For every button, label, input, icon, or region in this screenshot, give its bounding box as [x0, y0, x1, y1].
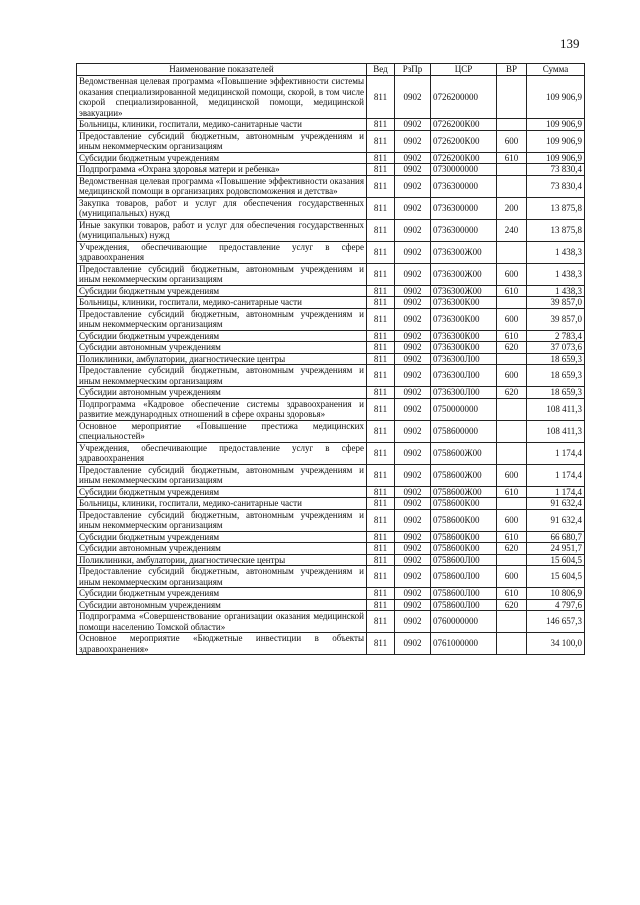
row-ved: 811 [367, 498, 395, 510]
table-row [77, 175, 585, 197]
row-vr: 600 [497, 464, 527, 486]
row-name: Основное мероприятие «Бюджетные инвестиции в объекты здравоохранения» [77, 633, 367, 655]
row-vr: 620 [497, 342, 527, 354]
row-rzpr: 0902 [395, 420, 431, 442]
row-ved: 811 [367, 152, 395, 164]
row-vr [497, 398, 527, 420]
row-rzpr: 0902 [395, 76, 431, 119]
row-name: Субсидии бюджетным учреждениям [77, 531, 367, 543]
row-name: Учреждения, обеспечивающие предоставление услуг в сфере здравоохранения [77, 241, 367, 263]
row-name: Больницы, клиники, госпитали, медико-санитарные части [77, 498, 367, 510]
header-csr: ЦСР [431, 64, 497, 76]
row-csr: 0730000000 [431, 164, 497, 176]
budget-table [76, 63, 585, 655]
row-name: Предоставление субсидий бюджетным, автономным учреждениям и иным некоммерческим организациям [77, 365, 367, 387]
row-csr: 0736300000 [431, 197, 497, 219]
table-row [77, 152, 585, 164]
row-vr: 620 [497, 387, 527, 399]
row-name: Подпрограмма «Кадровое обеспечение системы здравоохранения и развитие международных отношений в сфере охраны здоровья» [77, 398, 367, 420]
row-rzpr: 0902 [395, 498, 431, 510]
row-csr: 0736300К00 [431, 330, 497, 342]
row-csr: 0726200К00 [431, 130, 497, 152]
row-csr: 0758600К00 [431, 498, 497, 510]
row-ved: 811 [367, 486, 395, 498]
row-rzpr: 0902 [395, 285, 431, 297]
row-vr: 600 [497, 509, 527, 531]
table-row [77, 241, 585, 263]
row-ved: 811 [367, 398, 395, 420]
row-csr: 0758600Ж00 [431, 442, 497, 464]
table-row [77, 398, 585, 420]
row-sum: 1 438,3 [527, 285, 585, 297]
row-rzpr: 0902 [395, 263, 431, 285]
row-sum: 4 797,6 [527, 599, 585, 611]
row-name: Предоставление субсидий бюджетным, автономным учреждениям и иным некоммерческим организациям [77, 263, 367, 285]
row-rzpr: 0902 [395, 486, 431, 498]
row-ved: 811 [367, 599, 395, 611]
row-sum: 73 830,4 [527, 175, 585, 197]
row-csr: 0736300Л00 [431, 365, 497, 387]
row-vr [497, 554, 527, 566]
table-row [77, 330, 585, 342]
row-sum: 109 906,9 [527, 130, 585, 152]
row-vr: 600 [497, 263, 527, 285]
row-vr: 600 [497, 365, 527, 387]
row-ved: 811 [367, 464, 395, 486]
table-row [77, 531, 585, 543]
row-sum: 2 783,4 [527, 330, 585, 342]
row-name: Субсидии бюджетным учреждениям [77, 330, 367, 342]
row-ved: 811 [367, 588, 395, 600]
row-name: Субсидии бюджетным учреждениям [77, 285, 367, 297]
row-sum: 15 604,5 [527, 554, 585, 566]
row-rzpr: 0902 [395, 442, 431, 464]
row-name: Предоставление субсидий бюджетным, автономным учреждениям и иным некоммерческим организациям [77, 464, 367, 486]
row-sum: 13 875,8 [527, 219, 585, 241]
row-csr: 0726200000 [431, 76, 497, 119]
row-csr: 0736300000 [431, 219, 497, 241]
row-rzpr: 0902 [395, 398, 431, 420]
row-rzpr: 0902 [395, 509, 431, 531]
row-ved: 811 [367, 263, 395, 285]
row-csr: 0750000000 [431, 398, 497, 420]
row-rzpr: 0902 [395, 152, 431, 164]
row-rzpr: 0902 [395, 219, 431, 241]
row-rzpr: 0902 [395, 543, 431, 555]
row-vr [497, 611, 527, 633]
row-csr: 0736300К00 [431, 308, 497, 330]
row-csr: 0736300Ж00 [431, 263, 497, 285]
header-name: Наименование показателей [77, 64, 367, 76]
row-name: Подпрограмма «Охрана здоровья матери и ребенка» [77, 164, 367, 176]
row-rzpr: 0902 [395, 241, 431, 263]
row-ved: 811 [367, 219, 395, 241]
row-sum: 39 857,0 [527, 297, 585, 309]
row-vr: 610 [497, 152, 527, 164]
row-name: Предоставление субсидий бюджетным, автономным учреждениям и иным некоммерческим организациям [77, 130, 367, 152]
table-row [77, 119, 585, 131]
table-row [77, 219, 585, 241]
row-csr: 0736300Ж00 [431, 241, 497, 263]
row-sum: 18 659,3 [527, 365, 585, 387]
row-csr: 0736300Л00 [431, 387, 497, 399]
row-sum: 10 806,9 [527, 588, 585, 600]
row-ved: 811 [367, 387, 395, 399]
row-sum: 37 073,6 [527, 342, 585, 354]
row-vr: 620 [497, 599, 527, 611]
row-ved: 811 [367, 365, 395, 387]
row-rzpr: 0902 [395, 588, 431, 600]
row-name: Поликлиники, амбулатории, диагностические центры [77, 353, 367, 365]
table-row [77, 130, 585, 152]
row-sum: 1 174,4 [527, 486, 585, 498]
row-rzpr: 0902 [395, 164, 431, 176]
row-ved: 811 [367, 353, 395, 365]
row-ved: 811 [367, 330, 395, 342]
row-vr [497, 164, 527, 176]
row-csr: 0736300К00 [431, 342, 497, 354]
table-row [77, 554, 585, 566]
row-csr: 0758600Л00 [431, 554, 497, 566]
row-csr: 0758600Ж00 [431, 464, 497, 486]
row-vr: 610 [497, 588, 527, 600]
row-vr [497, 633, 527, 655]
row-vr [497, 76, 527, 119]
row-ved: 811 [367, 633, 395, 655]
row-sum: 18 659,3 [527, 353, 585, 365]
row-ved: 811 [367, 285, 395, 297]
row-vr [497, 498, 527, 510]
row-name: Ведомственная целевая программа «Повышение эффективности системы оказания специализированной медицинской помощи, скорой, в том числе скорой специализированной, медицинской помощи, медицинской эвакуации» [77, 76, 367, 119]
row-vr: 600 [497, 308, 527, 330]
row-name: Субсидии бюджетным учреждениям [77, 486, 367, 498]
row-vr: 600 [497, 566, 527, 588]
row-csr: 0758600Ж00 [431, 486, 497, 498]
row-sum: 109 906,9 [527, 76, 585, 119]
row-name: Учреждения, обеспечивающие предоставление услуг в сфере здравоохранения [77, 442, 367, 464]
row-ved: 811 [367, 297, 395, 309]
row-rzpr: 0902 [395, 554, 431, 566]
row-rzpr: 0902 [395, 119, 431, 131]
row-rzpr: 0902 [395, 365, 431, 387]
row-vr: 610 [497, 330, 527, 342]
row-csr: 0758600Л00 [431, 588, 497, 600]
table-row [77, 164, 585, 176]
row-rzpr: 0902 [395, 566, 431, 588]
row-csr: 0758600Л00 [431, 599, 497, 611]
row-sum: 108 411,3 [527, 398, 585, 420]
header-ved: Вед [367, 64, 395, 76]
row-csr: 0736300Ж00 [431, 285, 497, 297]
row-csr: 0758600К00 [431, 509, 497, 531]
table-row [77, 509, 585, 531]
header-vr: ВР [497, 64, 527, 76]
table-row [77, 486, 585, 498]
row-csr: 0736300К00 [431, 297, 497, 309]
header-rzpr: РзПр [395, 64, 431, 76]
row-rzpr: 0902 [395, 197, 431, 219]
row-rzpr: 0902 [395, 531, 431, 543]
row-vr [497, 175, 527, 197]
row-vr [497, 442, 527, 464]
row-name: Иные закупки товаров, работ и услуг для обеспечения государственных (муниципальных) нужд [77, 219, 367, 241]
table-row [77, 543, 585, 555]
table-header-row [77, 64, 585, 76]
row-sum: 109 906,9 [527, 119, 585, 131]
row-csr: 0758600000 [431, 420, 497, 442]
row-name: Ведомственная целевая программа «Повышение эффективности оказания медицинской помощи в организациях родовспоможения и детства» [77, 175, 367, 197]
row-csr: 0758600К00 [431, 531, 497, 543]
row-vr [497, 241, 527, 263]
row-rzpr: 0902 [395, 353, 431, 365]
row-sum: 109 906,9 [527, 152, 585, 164]
row-rzpr: 0902 [395, 175, 431, 197]
row-vr: 600 [497, 130, 527, 152]
table-row [77, 599, 585, 611]
row-ved: 811 [367, 509, 395, 531]
row-name: Предоставление субсидий бюджетным, автономным учреждениям и иным некоммерческим организациям [77, 566, 367, 588]
row-vr: 610 [497, 531, 527, 543]
table-row [77, 76, 585, 119]
row-sum: 39 857,0 [527, 308, 585, 330]
row-name: Субсидии бюджетным учреждениям [77, 152, 367, 164]
row-ved: 811 [367, 119, 395, 131]
row-sum: 73 830,4 [527, 164, 585, 176]
row-name: Больницы, клиники, госпитали, медико-санитарные части [77, 297, 367, 309]
row-sum: 13 875,8 [527, 197, 585, 219]
table-row [77, 442, 585, 464]
row-csr: 0758600К00 [431, 543, 497, 555]
row-sum: 108 411,3 [527, 420, 585, 442]
row-ved: 811 [367, 76, 395, 119]
row-csr: 0760000000 [431, 611, 497, 633]
row-csr: 0761000000 [431, 633, 497, 655]
row-sum: 146 657,3 [527, 611, 585, 633]
page-number: 139 [560, 36, 580, 51]
row-name: Поликлиники, амбулатории, диагностические центры [77, 554, 367, 566]
table-row [77, 353, 585, 365]
row-csr: 0726200К00 [431, 152, 497, 164]
row-rzpr: 0902 [395, 308, 431, 330]
row-ved: 811 [367, 130, 395, 152]
row-csr: 0736300Л00 [431, 353, 497, 365]
row-vr: 610 [497, 486, 527, 498]
table-row [77, 588, 585, 600]
table-row [77, 387, 585, 399]
row-rzpr: 0902 [395, 464, 431, 486]
row-vr: 200 [497, 197, 527, 219]
row-name: Субсидии бюджетным учреждениям [77, 588, 367, 600]
row-ved: 811 [367, 531, 395, 543]
row-csr: 0726200К00 [431, 119, 497, 131]
header-sum: Сумма [527, 64, 585, 76]
row-ved: 811 [367, 420, 395, 442]
row-sum: 18 659,3 [527, 387, 585, 399]
row-ved: 811 [367, 611, 395, 633]
table-row [77, 420, 585, 442]
row-vr [497, 420, 527, 442]
table-row [77, 365, 585, 387]
row-sum: 66 680,7 [527, 531, 585, 543]
table-row [77, 464, 585, 486]
row-name: Закупка товаров, работ и услуг для обеспечения государственных (муниципальных) нужд [77, 197, 367, 219]
row-rzpr: 0902 [395, 297, 431, 309]
table-row [77, 263, 585, 285]
row-name: Больницы, клиники, госпитали, медико-санитарные части [77, 119, 367, 131]
row-rzpr: 0902 [395, 130, 431, 152]
row-vr: 620 [497, 543, 527, 555]
row-sum: 1 438,3 [527, 263, 585, 285]
table-row [77, 342, 585, 354]
row-sum: 1 174,4 [527, 464, 585, 486]
row-name: Основное мероприятие «Повышение престижа медицинских специальностей» [77, 420, 367, 442]
row-name: Субсидии автономным учреждениям [77, 342, 367, 354]
row-vr [497, 353, 527, 365]
row-rzpr: 0902 [395, 633, 431, 655]
row-ved: 811 [367, 241, 395, 263]
table-row [77, 285, 585, 297]
row-ved: 811 [367, 442, 395, 464]
table-row [77, 197, 585, 219]
row-sum: 15 604,5 [527, 566, 585, 588]
row-rzpr: 0902 [395, 611, 431, 633]
row-ved: 811 [367, 566, 395, 588]
row-name: Подпрограмма «Совершенствование организации оказания медицинской помощи населению Томской области» [77, 611, 367, 633]
row-ved: 811 [367, 175, 395, 197]
row-ved: 811 [367, 543, 395, 555]
row-name: Субсидии автономным учреждениям [77, 599, 367, 611]
row-rzpr: 0902 [395, 387, 431, 399]
row-ved: 811 [367, 164, 395, 176]
row-sum: 24 951,7 [527, 543, 585, 555]
row-ved: 811 [367, 197, 395, 219]
row-ved: 811 [367, 554, 395, 566]
row-name: Субсидии автономным учреждениям [77, 387, 367, 399]
row-vr [497, 297, 527, 309]
row-name: Предоставление субсидий бюджетным, автономным учреждениям и иным некоммерческим организациям [77, 509, 367, 531]
row-rzpr: 0902 [395, 330, 431, 342]
row-sum: 1 174,4 [527, 442, 585, 464]
row-name: Предоставление субсидий бюджетным, автономным учреждениям и иным некоммерческим организациям [77, 308, 367, 330]
row-sum: 1 438,3 [527, 241, 585, 263]
table-row [77, 498, 585, 510]
row-sum: 91 632,4 [527, 509, 585, 531]
row-ved: 811 [367, 342, 395, 354]
row-vr: 240 [497, 219, 527, 241]
table-row [77, 308, 585, 330]
table-row [77, 611, 585, 633]
row-vr: 610 [497, 285, 527, 297]
row-name: Субсидии автономным учреждениям [77, 543, 367, 555]
row-csr: 0758600Л00 [431, 566, 497, 588]
row-rzpr: 0902 [395, 599, 431, 611]
table-row [77, 297, 585, 309]
row-csr: 0736300000 [431, 175, 497, 197]
row-vr [497, 119, 527, 131]
row-rzpr: 0902 [395, 342, 431, 354]
table-row [77, 566, 585, 588]
row-sum: 34 100,0 [527, 633, 585, 655]
table-row [77, 633, 585, 655]
row-sum: 91 632,4 [527, 498, 585, 510]
row-ved: 811 [367, 308, 395, 330]
